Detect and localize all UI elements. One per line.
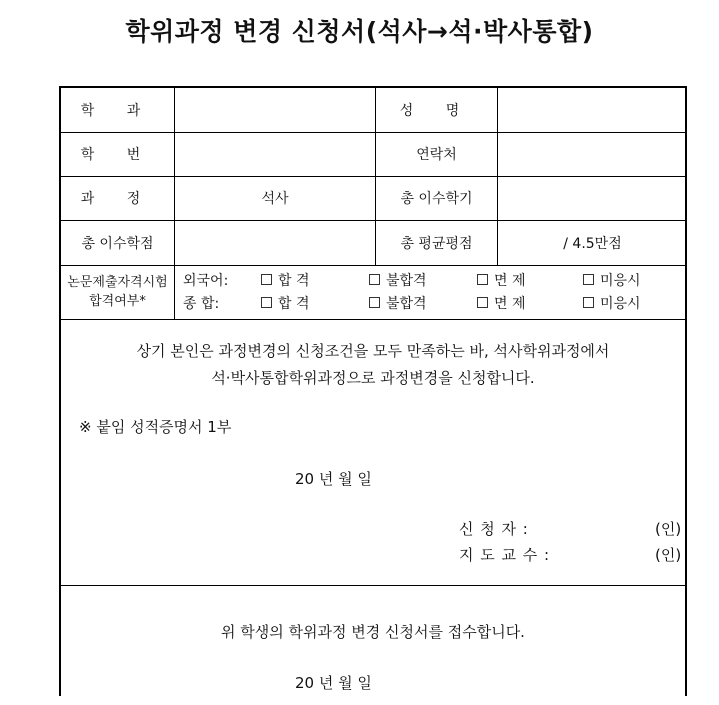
checkbox-icon — [261, 297, 272, 308]
receipt-date: 20 년 월 일 — [295, 674, 372, 692]
row-course — [61, 176, 685, 221]
gpa-label: 총 평균평점 — [375, 220, 497, 265]
option-fail[interactable]: 불합격 — [369, 270, 427, 290]
checkbox-icon — [477, 297, 488, 308]
advisor-seal[interactable]: (인) — [655, 546, 682, 564]
option-pass[interactable]: 합 격 — [261, 293, 310, 313]
option-not-taken[interactable]: 미응시 — [583, 293, 641, 313]
student-id-field[interactable] — [174, 132, 375, 176]
checkbox-icon — [369, 297, 380, 308]
name-label: 성 명 — [375, 88, 497, 132]
option-exempt[interactable]: 면 제 — [477, 293, 526, 313]
checkbox-icon — [583, 297, 594, 308]
contact-field[interactable] — [497, 132, 687, 176]
receipt-section — [61, 585, 685, 705]
student-id-label: 학 번 — [80, 147, 155, 163]
contact-label: 연락처 — [375, 132, 497, 176]
row-exam — [61, 265, 685, 320]
department-field[interactable] — [174, 88, 375, 132]
gpa-value: / 4.5만점 — [497, 220, 687, 265]
exam-row-label: 종 합: — [183, 296, 220, 312]
statement-line-2: 석·박사통합학위과정으로 과정변경을 신청합니다. — [211, 369, 535, 387]
exam-label: 논문제출자격시험 합격여부* — [67, 275, 168, 309]
advisor-label: 지 도 교 수 : — [459, 546, 551, 564]
application-date: 20 년 월 일 — [295, 470, 372, 488]
statement-line-1: 상기 본인은 과정변경의 신청조건을 모두 만족하는 바, 석사학위과정에서 — [136, 342, 610, 360]
total-credits-label: 총 이수학점 — [81, 235, 154, 252]
application-form — [59, 86, 687, 696]
row-department — [61, 88, 685, 133]
row-credits — [61, 220, 685, 266]
total-semesters-field[interactable] — [497, 176, 687, 220]
course-value: 석사 — [174, 176, 375, 220]
course-label: 과 정 — [80, 191, 155, 207]
receipt-text: 위 학생의 학위과정 변경 신청서를 접수합니다. — [221, 623, 525, 641]
row-student-id — [61, 132, 685, 177]
checkbox-icon — [261, 274, 272, 285]
option-pass[interactable]: 합 격 — [261, 270, 310, 290]
exam-row-label: 외국어: — [183, 273, 229, 289]
option-not-taken[interactable]: 미응시 — [583, 270, 641, 290]
checkbox-icon — [583, 274, 594, 285]
applicant-seal[interactable]: (인) — [655, 520, 682, 538]
option-exempt[interactable]: 면 제 — [477, 270, 526, 290]
name-field[interactable] — [497, 88, 687, 132]
department-label: 학 과 — [80, 103, 155, 119]
applicant-label: 신 청 자 : — [459, 520, 529, 538]
statement-section — [61, 319, 685, 586]
total-credits-field[interactable] — [174, 220, 375, 265]
checkbox-icon — [477, 274, 488, 285]
document-title: 학위과정 변경 신청서(석사→석·박사통합) — [125, 17, 594, 46]
checkbox-icon — [369, 274, 380, 285]
attachment-note: ※ 붙임 성적증명서 1부 — [79, 418, 232, 436]
total-semesters-label: 총 이수학기 — [375, 176, 497, 220]
option-fail[interactable]: 불합격 — [369, 293, 427, 313]
